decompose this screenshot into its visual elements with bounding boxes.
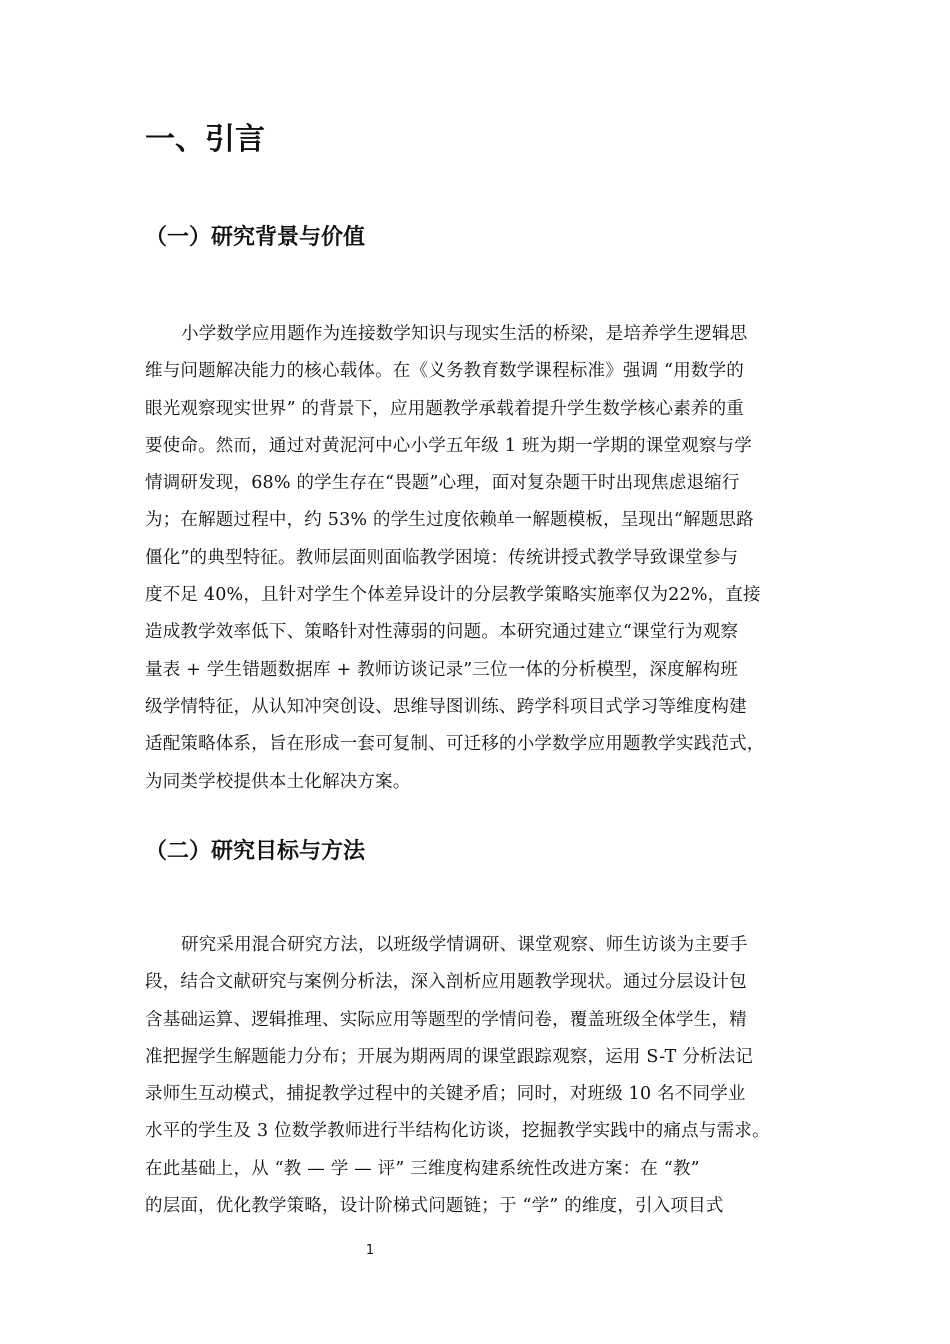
paragraph-line: 度不足 40%，且针对学生个体差异设计的分层教学策略实施率仅为22%，直接: [145, 585, 761, 606]
paragraph-line: 眼光观察现实世界” 的背景下，应用题教学承载着提升学生数学核心素养的重: [145, 398, 745, 419]
paragraph-line: 水平的学生及 3 位数学教师进行半结构化访谈，挖掘教学实践中的痛点与需求。: [145, 1121, 770, 1142]
paragraph-line: 维与问题解决能力的核心载体。在《义务教育数学课程标准》强调 “用数学的: [145, 361, 745, 382]
paragraph-line: 适配策略体系，旨在形成一套可复制、可迁移的小学数学应用题教学实践范式，: [145, 734, 765, 755]
chapter-heading: 一、引言: [145, 122, 265, 157]
page-number: 1: [365, 1243, 375, 1258]
paragraph-line: 小学数学应用题作为连接数学知识与现实生活的桥梁，是培养学生逻辑思: [181, 324, 748, 344]
paragraph-background: [145, 316, 825, 801]
paragraph-line: 为；在解题过程中，约 53% 的学生过度依赖单一解题模板，呈现出“解题思路: [145, 510, 754, 531]
paragraph-line: 要使命。然而，通过对黄泥河中心小学五年级 1 班为期一学期的课堂观察与学: [145, 435, 752, 456]
paragraph-line: 段，结合文献研究与案例分析法，深入剖析应用题教学现状。通过分层设计包: [145, 972, 747, 993]
paragraph-objectives: [145, 927, 825, 1225]
paragraph-line: 在此基础上，从 “教 — 学 — 评” 三维度构建系统性改进方案：在 “教”: [145, 1158, 700, 1179]
paragraph-line: 量表 + 学生错题数据库 + 教师访谈记录”三位一体的分析模型，深度解构班: [145, 659, 738, 680]
paragraph-line: 级学情特征，从认知冲突创设、思维导图训练、跨学科项目式学习等维度构建: [145, 696, 747, 717]
section-heading-objectives: （二）研究目标与方法: [145, 839, 366, 864]
paragraph-line: 造成教学效率低下、策略针对性薄弱的问题。本研究通过建立“课堂行为观察: [145, 622, 739, 643]
paragraph-line: 研究采用混合研究方法，以班级学情调研、课堂观察、师生访谈为主要手: [181, 935, 748, 955]
paragraph-line: 僵化”的典型特征。教师层面则面临教学困境：传统讲授式教学导致课堂参与: [145, 547, 739, 568]
paragraph-line: 为同类学校提供本土化解决方案。: [145, 771, 411, 792]
paragraph-line: 录师生互动模式，捕捉教学过程中的关键矛盾；同时，对班级 10 名不同学业: [145, 1084, 746, 1105]
section-heading-background: （一）研究背景与价值: [145, 225, 366, 250]
paragraph-line: 情调研发现，68% 的学生存在“畏题”心理，面对复杂题干时出现焦虑退缩行: [145, 473, 740, 494]
paragraph-line: 准把握学生解题能力分布；开展为期两周的课堂跟踪观察，运用 S-T 分析法记: [145, 1046, 754, 1067]
paragraph-line: 的层面，优化教学策略，设计阶梯式问题链；于 “学” 的维度，引入项目式: [145, 1196, 724, 1217]
paragraph-line: 含基础运算、逻辑推理、实际应用等题型的学情问卷，覆盖班级全体学生，精: [145, 1009, 747, 1030]
